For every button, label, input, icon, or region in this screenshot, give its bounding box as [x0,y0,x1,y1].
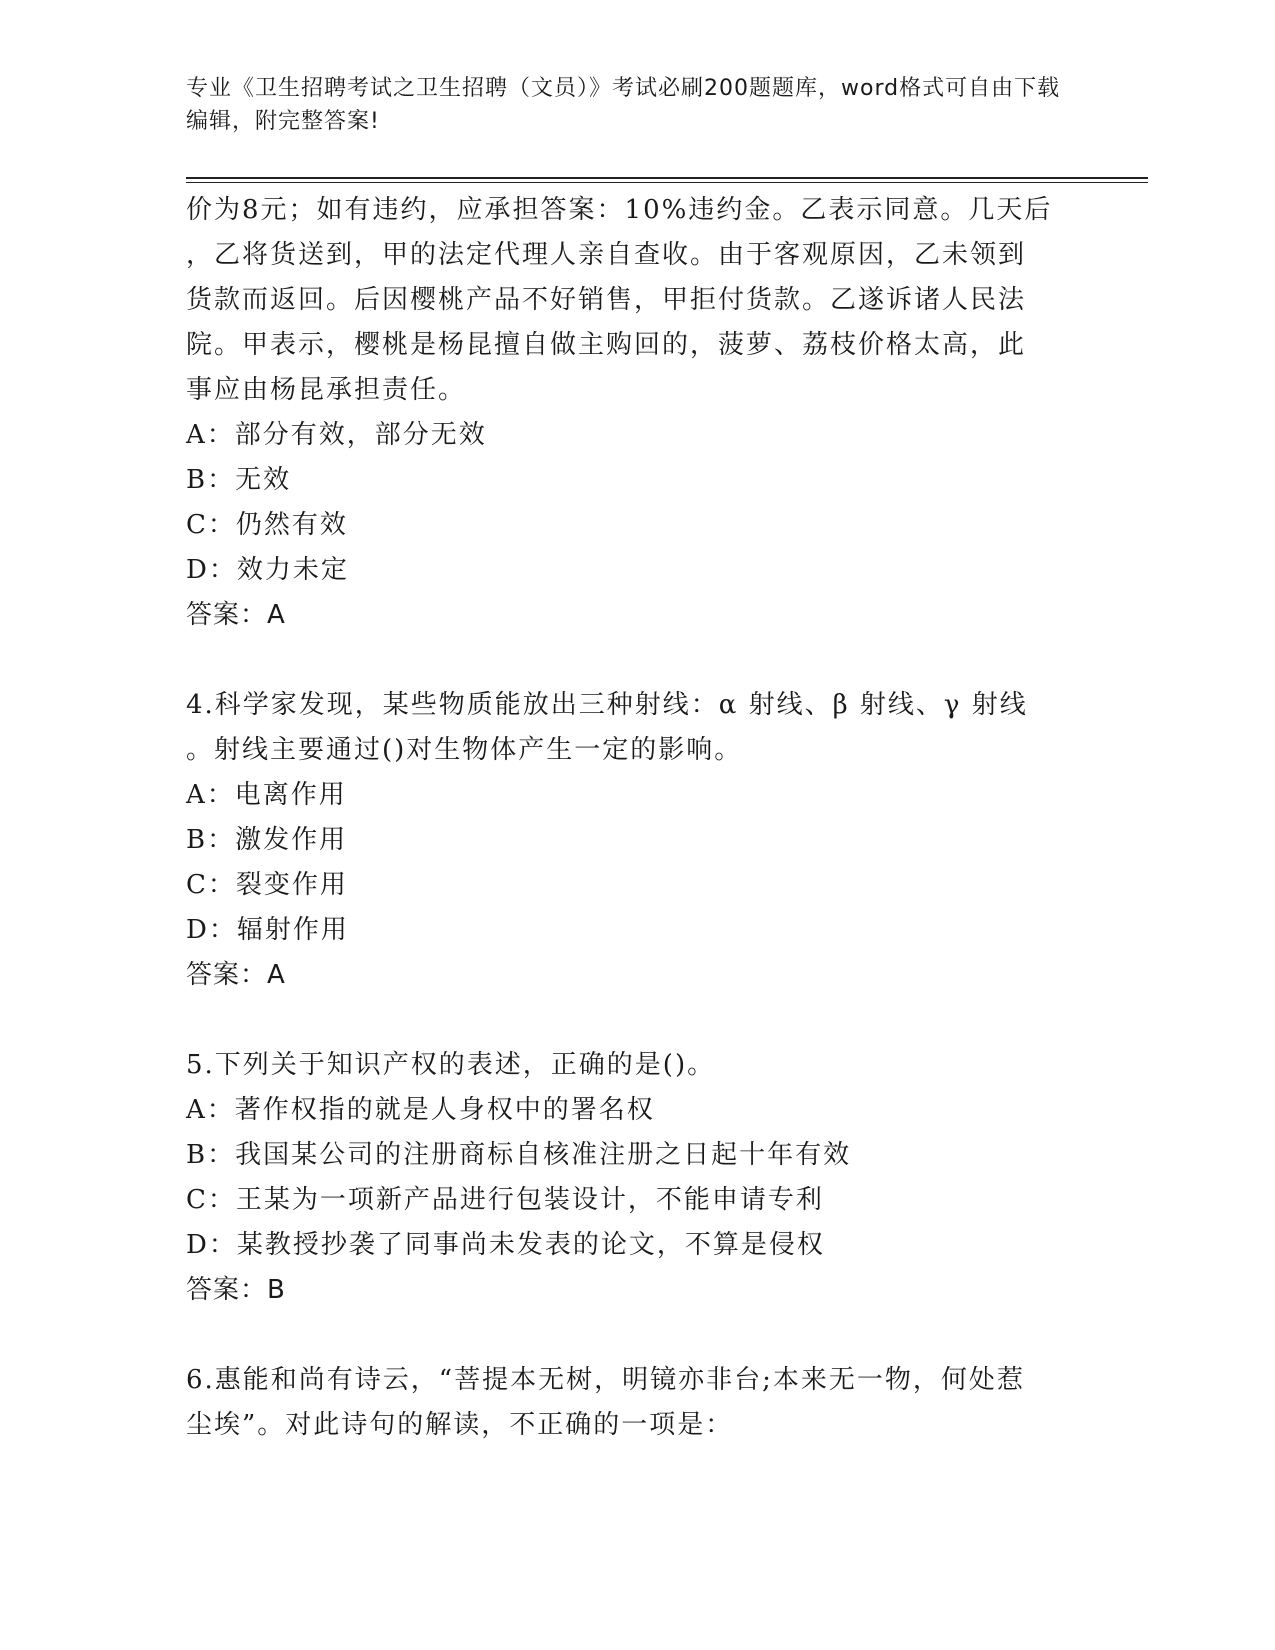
question-4 [186,683,1086,998]
option-d: D：辐射作用 [186,915,349,945]
option-d: D：效力未定 [186,555,349,585]
document-body [186,188,1086,1448]
question-5 [186,1043,1086,1313]
option-d: D：某教授抄袭了同事尚未发表的论文，不算是侵权 [186,1230,825,1260]
header-divider [186,177,1148,179]
option-c: C：王某为一项新产品进行包装设计，不能申请专利 [186,1185,824,1215]
answer-text: 答案：A [186,600,286,630]
question-text-line: 院。甲表示，樱桃是杨昆擅自做主购回的，菠萝、荔枝价格太高，此 [186,330,1027,360]
answer-text: 答案：B [186,1275,286,1305]
question-text-line: 6.惠能和尚有诗云，“菩提本无树，明镜亦非台;本来无一物，何处惹 [186,1365,1025,1395]
question-text-line: 。射线主要通过()对生物体产生一定的影响。 [186,735,743,765]
question-text-line: 事应由杨昆承担责任。 [186,375,467,405]
header-title: 专业《卫生招聘考试之卫生招聘（文员）》考试必刷200题题库，word格式可自由下载编辑，附完整答案! [186,76,1061,134]
option-b: B：我国某公司的注册商标自核准注册之日起十年有效 [186,1140,852,1170]
question-text-line: ，乙将货送到，甲的法定代理人亲自查收。由于客观原因，乙未领到 [186,240,1027,270]
option-b: B：激发作用 [186,825,348,855]
page-header [186,72,1066,138]
option-a: A：著作权指的就是人身权中的署名权 [186,1095,655,1125]
question-text-line: 价为8元；如有违约，应承担答案：10%违约金。乙表示同意。几天后 [186,195,1053,225]
answer-text: 答案：A [186,960,286,990]
header-divider-thin [186,182,1148,183]
option-a: A：部分有效，部分无效 [186,420,487,450]
option-c: C：裂变作用 [186,870,348,900]
question-6 [186,1358,1086,1448]
question-continued [186,188,1086,638]
option-b: B：无效 [186,465,292,495]
question-text-line: 尘埃”。对此诗句的解读，不正确的一项是： [186,1410,734,1440]
question-text-line: 货款而返回。后因樱桃产品不好销售，甲拒付货款。乙遂诉诸人民法 [186,285,1027,315]
question-text-line: 4.科学家发现，某些物质能放出三种射线：α 射线、β 射线、γ 射线 [186,690,1028,720]
question-text-line: 5.下列关于知识产权的表述，正确的是()。 [186,1050,716,1080]
option-a: A：电离作用 [186,780,347,810]
option-c: C：仍然有效 [186,510,348,540]
